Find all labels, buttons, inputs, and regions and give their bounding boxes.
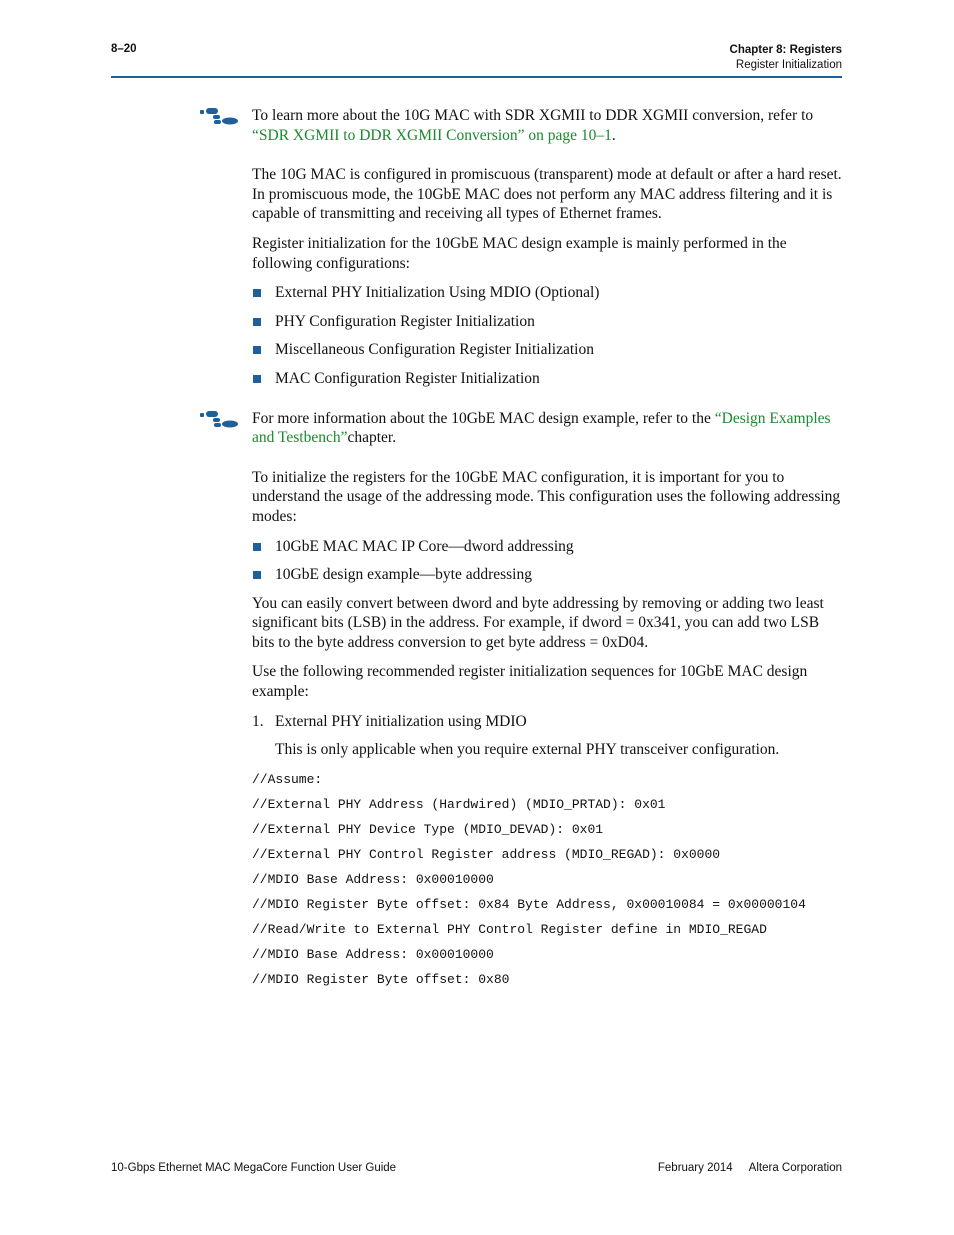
hand-pointer-icon xyxy=(200,410,240,428)
note-text-end: chapter. xyxy=(347,429,397,447)
code-line: //MDIO Register Byte offset: 0x80 xyxy=(252,971,510,987)
section-title: Register Initialization xyxy=(735,59,842,71)
footer-meta xyxy=(658,1162,842,1174)
list-item: PHY Configuration Register Initialization xyxy=(252,312,842,332)
step-number: 1. xyxy=(252,712,264,730)
note-text: For more information about the 10GbE MAC design example, refer to the xyxy=(252,409,715,427)
code-block xyxy=(252,772,842,988)
page-body xyxy=(252,106,842,997)
bullet-square-icon xyxy=(253,346,261,354)
addressing-mode-list xyxy=(252,537,842,585)
note-text-end: . xyxy=(611,126,616,144)
paragraph-conversion: You can easily convert between dword and byte addressing by removing or adding two least significant bits (LSB) in the address. For example, if dword = 0x341, you can add two LSB bits to the byte address conversion to get byte address = 0xD04. xyxy=(252,594,824,651)
list-item: External PHY Initialization Using MDIO (Optional) xyxy=(252,283,842,303)
bullet-square-icon xyxy=(253,543,261,551)
page-number: 8–20 xyxy=(111,43,137,55)
footer-company: Altera Corporation xyxy=(748,1162,842,1174)
bullet-square-icon xyxy=(253,289,261,297)
footer-date: February 2014 xyxy=(657,1162,733,1174)
code-line: //Assume: xyxy=(252,771,323,787)
paragraph-promiscuous: The 10G MAC is configured in promiscuous (transparent) mode at default or after a hard reset. In promiscuous mode, the 10GbE MAC does not perform any MAC address filtering and it is capable of transmitting and receiving all types of Ethernet frames. xyxy=(252,166,842,223)
list-item: Miscellaneous Configuration Register Initialization xyxy=(252,340,842,360)
list-item: MAC Configuration Register Initialization xyxy=(252,369,842,389)
footer-title: 10-Gbps Ethernet MAC MegaCore Function User Guide xyxy=(111,1162,397,1174)
configuration-list xyxy=(252,283,842,388)
design-examples-link[interactable]: “Design Examples and Testbench” xyxy=(252,409,831,447)
bullet-square-icon xyxy=(253,571,261,579)
bullet-square-icon xyxy=(253,375,261,383)
code-line: //MDIO Base Address: 0x00010000 xyxy=(252,946,494,962)
code-line: //MDIO Base Address: 0x00010000 xyxy=(252,871,494,887)
paragraph-addressing: To initialize the registers for the 10GbE MAC configuration, it is important for you to understand the usage of the addressing mode. This configuration uses the following addressing modes: xyxy=(252,468,841,525)
running-header xyxy=(730,43,842,73)
note-design-example xyxy=(252,409,842,448)
code-line: //External PHY Device Type (MDIO_DEVAD): 0x01 xyxy=(252,821,604,837)
step-title: External PHY initialization using MDIO xyxy=(275,712,527,730)
step-item xyxy=(252,712,842,732)
code-line: //External PHY Control Register address (MDIO_REGAD): 0x0000 xyxy=(252,846,721,862)
bullet-square-icon xyxy=(253,318,261,326)
paragraph-configurations: Register initialization for the 10GbE MAC design example is mainly performed in the following configurations: xyxy=(252,234,787,272)
step-description: This is only applicable when you require external PHY transceiver configuration. xyxy=(275,741,780,759)
note-conversion xyxy=(252,106,842,145)
list-item: 10GbE design example—byte addressing xyxy=(252,565,842,585)
code-line: //MDIO Register Byte offset: 0x84 Byte Address, 0x00010084 = 0x00000104 xyxy=(252,896,806,912)
header-rule xyxy=(111,76,842,78)
code-line: //Read/Write to External PHY Control Register define in MDIO_REGAD xyxy=(252,921,767,937)
conversion-link[interactable]: “SDR XGMII to DDR XGMII Conversion” on page 10–1 xyxy=(252,126,612,144)
paragraph-sequences: Use the following recommended register initialization sequences for 10GbE MAC design example: xyxy=(252,663,808,701)
chapter-title: Chapter 8: Registers xyxy=(729,44,842,56)
code-line: //External PHY Address (Hardwired) (MDIO_PRTAD): 0x01 xyxy=(252,796,666,812)
list-item: 10GbE MAC MAC IP Core—dword addressing xyxy=(252,537,842,557)
hand-pointer-icon xyxy=(200,107,240,125)
note-text: To learn more about the 10G MAC with SDR XGMII to DDR XGMII conversion, refer to xyxy=(252,107,814,124)
